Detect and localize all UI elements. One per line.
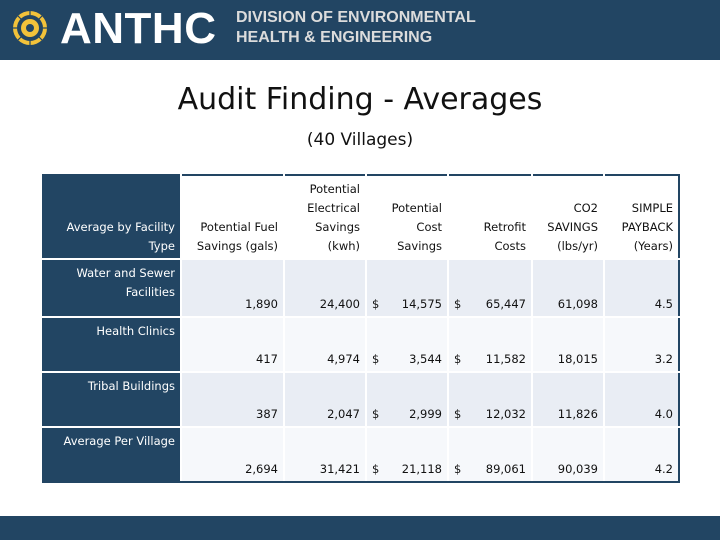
row-label: Tribal Buildings <box>43 372 181 427</box>
table-row <box>43 427 679 482</box>
fuel-cell: 1,890 <box>181 259 284 317</box>
header-bar <box>0 0 720 60</box>
currency-symbol: $ <box>372 297 380 311</box>
co2-cell: 11,826 <box>532 372 604 427</box>
slide-subtitle: (40 Villages) <box>306 130 414 150</box>
cost-value: 14,575 <box>401 297 442 311</box>
anthc-seal-icon <box>12 10 48 46</box>
table-header-row <box>43 175 679 259</box>
division-name <box>236 8 536 48</box>
retrofit-cell <box>448 427 532 482</box>
currency-symbol: $ <box>372 352 380 366</box>
row-label: Health Clinics <box>43 317 181 372</box>
kwh-cell: 2,047 <box>284 372 366 427</box>
table-row <box>43 372 679 427</box>
cost-cell <box>366 317 448 372</box>
retrofit-cell <box>448 372 532 427</box>
cost-cell <box>366 259 448 317</box>
currency-symbol: $ <box>372 462 380 476</box>
col-header-co2: CO2 SAVINGS (lbs/yr) <box>532 175 604 259</box>
co2-cell: 90,039 <box>532 427 604 482</box>
currency-symbol: $ <box>454 407 462 421</box>
brand-logo-text: ANTHC <box>60 4 217 53</box>
cost-value: 21,118 <box>401 462 442 476</box>
currency-symbol: $ <box>454 297 462 311</box>
division-line-2: HEALTH & ENGINEERING <box>236 29 433 46</box>
division-line-1: DIVISION OF ENVIRONMENTAL <box>236 9 476 26</box>
retrofit-value: 65,447 <box>485 297 526 311</box>
kwh-cell: 31,421 <box>284 427 366 482</box>
fuel-cell: 2,694 <box>181 427 284 482</box>
kwh-cell: 4,974 <box>284 317 366 372</box>
col-header-cost: Potential Cost Savings <box>366 175 448 259</box>
retrofit-value: 12,032 <box>485 407 526 421</box>
col-header-retrofit: Retrofit Costs <box>448 175 532 259</box>
cost-cell <box>366 427 448 482</box>
currency-symbol: $ <box>372 407 380 421</box>
payback-cell: 4.2 <box>604 427 679 482</box>
slide-title: Audit Finding - Averages <box>177 82 543 117</box>
payback-cell: 4.5 <box>604 259 679 317</box>
footer-bar <box>0 516 720 540</box>
payback-cell: 4.0 <box>604 372 679 427</box>
fuel-cell: 387 <box>181 372 284 427</box>
cost-cell <box>366 372 448 427</box>
col-header-facility: Average by Facility Type <box>43 175 181 259</box>
row-label: Average Per Village <box>43 427 181 482</box>
fuel-cell: 417 <box>181 317 284 372</box>
co2-cell: 18,015 <box>532 317 604 372</box>
co2-cell: 61,098 <box>532 259 604 317</box>
col-header-fuel: Potential Fuel Savings (gals) <box>181 175 284 259</box>
table-row <box>43 259 679 317</box>
payback-cell: 3.2 <box>604 317 679 372</box>
averages-table <box>42 174 680 483</box>
kwh-cell: 24,400 <box>284 259 366 317</box>
currency-symbol: $ <box>454 462 462 476</box>
cost-value: 3,544 <box>409 352 442 366</box>
retrofit-cell <box>448 259 532 317</box>
retrofit-value: 11,582 <box>485 352 526 366</box>
cost-value: 2,999 <box>409 407 442 421</box>
table-row <box>43 317 679 372</box>
retrofit-value: 89,061 <box>485 462 526 476</box>
retrofit-cell <box>448 317 532 372</box>
col-header-kwh: Potential Electrical Savings (kwh) <box>284 175 366 259</box>
row-label: Water and Sewer Facilities <box>43 259 181 317</box>
currency-symbol: $ <box>454 352 462 366</box>
col-header-payback: SIMPLE PAYBACK (Years) <box>604 175 679 259</box>
